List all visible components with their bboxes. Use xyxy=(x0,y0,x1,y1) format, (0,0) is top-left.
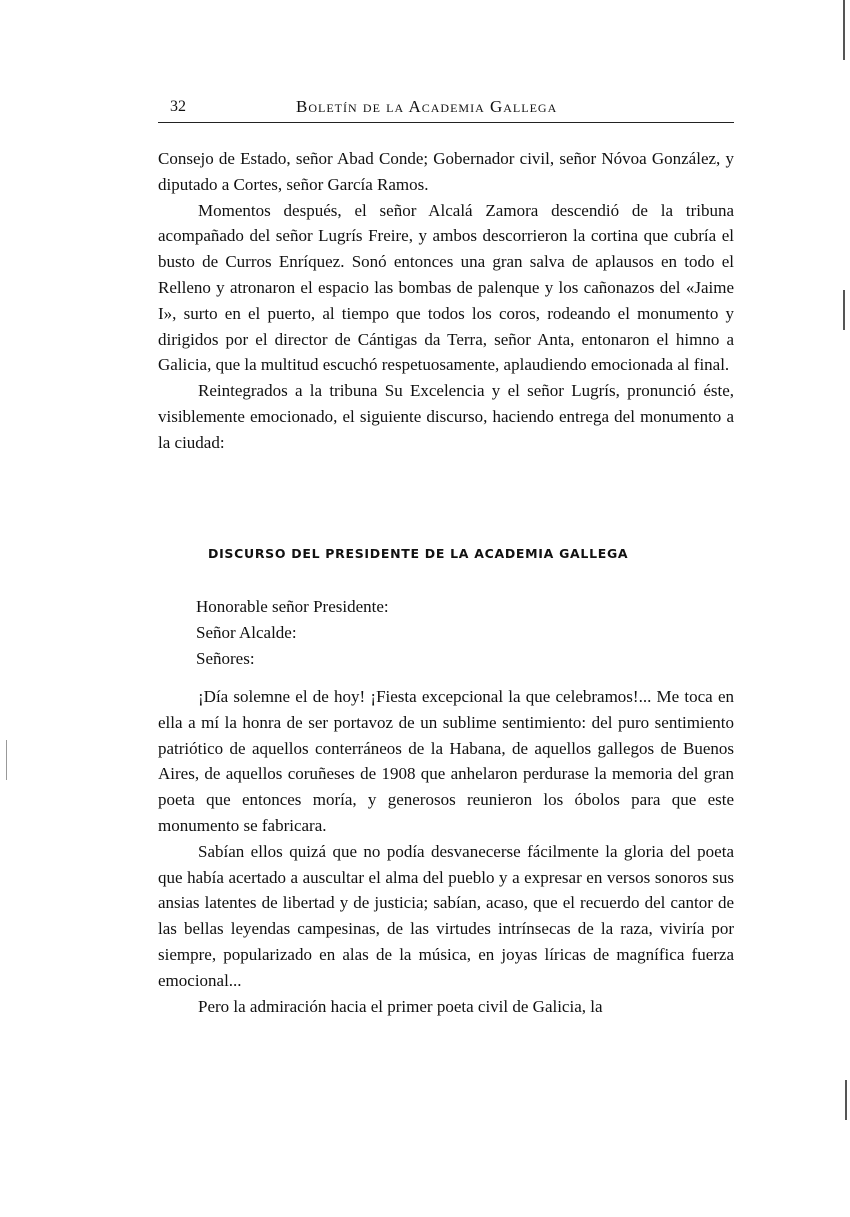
paragraph-unveiling: Momentos después, el señor Alcalá Zamora descendió de la tribuna acompañado del señor Lugrís Freire, y ambos descorrieron la cortina que cubría el busto de Curros Enríquez. Sonó entonces una gran salva de aplausos en todo el Relleno y atronaron el espacio las bombas de palenque y los cañonazos del «Jaime I», surto en el puerto, al tiempo que todos los coros, rodeando el monumento y dirigidos por el director de Cántigas da Terra, señor Anta, entonaron el himno a Galicia, que la multitud escuchó respetuosamente, aplaudiendo emocionada al final. xyxy=(158,200,734,375)
scan-edge-mark xyxy=(6,740,7,780)
page-number: 32 xyxy=(170,98,186,115)
salutation-block xyxy=(196,594,389,672)
body-text-top xyxy=(158,146,734,456)
journal-title: Boletín de la Academia Gallega xyxy=(296,97,558,116)
section-heading: DISCURSO DEL PRESIDENTE DE LA ACADEMIA GALLEGA xyxy=(208,546,629,561)
salutation-line: Señor Alcalde: xyxy=(196,623,297,642)
paragraph-continuation: Consejo de Estado, señor Abad Conde; Gobernador civil, señor Nóvoa González, y diputado a Cortes, señor García Ramos. xyxy=(158,149,734,194)
paragraph-speech-2: Sabían ellos quizá que no podía desvanecerse fácilmente la gloria del poeta que había acertado a auscultar el alma del pueblo y a expresar en versos sonoros sus ansias latentes de libertad y de justicia; sabían, acaso, que el recuerdo del cantor de las bellas leyendas campesinas, de las virtudes intrínsecas de la raza, viviría por siempre, popularizado en alas de la música, en joyas líricas de magnífica fuerza emocional... xyxy=(158,841,734,990)
salutation-line: Honorable señor Presidente: xyxy=(196,597,389,616)
paragraph-speech-1: ¡Día solemne el de hoy! ¡Fiesta excepcional la que celebramos!... Me toca en ella a mí la honra de ser portavoz de un sublime sentimiento: del puro sentimiento patriótico de aquellos conterráneos de la Habana, de aquellos gallegos de Buenos Aires, de aquellos coruñeses de 1908 que anhelaron perdurase la memoria del gran poeta que entonces moría, y generosos reunieron los óbolos para que este monumento se fabricara. xyxy=(158,687,734,835)
scan-edge-mark xyxy=(843,290,845,330)
scan-edge-mark xyxy=(843,0,845,60)
body-text-speech xyxy=(158,684,734,1019)
salutation-line: Señores: xyxy=(196,649,255,668)
running-header xyxy=(158,96,734,123)
paragraph-speech-3: Pero la admiración hacia el primer poeta civil de Galicia, la xyxy=(198,996,603,1016)
scan-edge-mark xyxy=(845,1080,847,1120)
paragraph-tribune: Reintegrados a la tribuna Su Excelencia y el señor Lugrís, pronunció éste, visiblemente emocionado, el siguiente discurso, haciendo entrega del monumento a la ciudad: xyxy=(158,381,734,452)
